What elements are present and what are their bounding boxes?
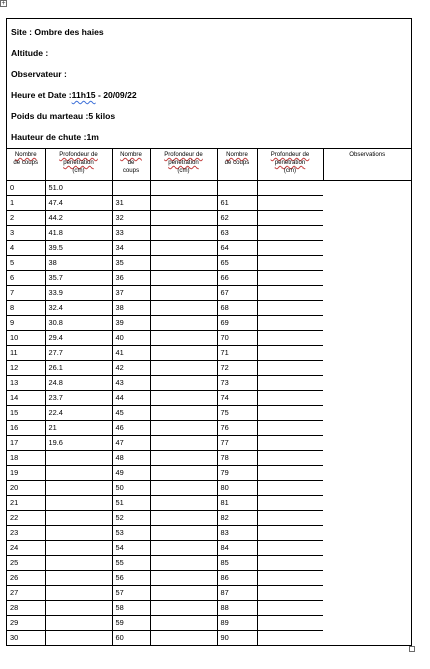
- table-cell[interactable]: [150, 436, 217, 451]
- table-cell[interactable]: [150, 346, 217, 361]
- table-row: [7, 271, 411, 286]
- table-cell[interactable]: [150, 466, 217, 481]
- table-resize-handle-icon[interactable]: [409, 646, 415, 652]
- table-row: [7, 196, 411, 211]
- table-cell[interactable]: 34: [112, 241, 150, 256]
- table-cell[interactable]: [45, 466, 112, 481]
- table-cell[interactable]: 80: [217, 481, 257, 496]
- table-cell[interactable]: [150, 556, 217, 571]
- table-cell[interactable]: 30.8: [45, 316, 112, 331]
- table-cell[interactable]: [257, 196, 323, 211]
- observateur-line[interactable]: Observateur :: [11, 69, 67, 79]
- table-cell[interactable]: [257, 541, 323, 556]
- table-cell[interactable]: 22.4: [45, 406, 112, 421]
- table-cell[interactable]: [150, 196, 217, 211]
- table-cell[interactable]: 71: [217, 346, 257, 361]
- table-cell[interactable]: [150, 586, 217, 601]
- table-cell[interactable]: 76: [217, 421, 257, 436]
- table-cell[interactable]: 10: [7, 331, 45, 346]
- table-cell[interactable]: 77: [217, 436, 257, 451]
- form-header: [7, 19, 411, 149]
- table-cell[interactable]: 74: [217, 391, 257, 406]
- table-cell[interactable]: 32.4: [45, 301, 112, 316]
- table-cell[interactable]: [45, 616, 112, 631]
- table-cell[interactable]: 70: [217, 331, 257, 346]
- table-row: [7, 436, 411, 451]
- table-cell[interactable]: [45, 586, 112, 601]
- table-row: [7, 211, 411, 226]
- table-cell[interactable]: 41: [112, 346, 150, 361]
- table-cell[interactable]: [257, 391, 323, 406]
- table-cell[interactable]: [150, 481, 217, 496]
- measurement-table: [7, 149, 411, 645]
- table-cell[interactable]: 24: [7, 541, 45, 556]
- table-cell[interactable]: [150, 256, 217, 271]
- table-cell[interactable]: [257, 256, 323, 271]
- table-cell[interactable]: 8: [7, 301, 45, 316]
- table-cell[interactable]: [150, 496, 217, 511]
- table-cell[interactable]: [257, 556, 323, 571]
- table-cell[interactable]: [45, 556, 112, 571]
- table-cell[interactable]: 81: [217, 496, 257, 511]
- table-row: [7, 556, 411, 571]
- table-cell[interactable]: 55: [112, 556, 150, 571]
- table-cell[interactable]: [112, 181, 150, 196]
- table-cell[interactable]: 12: [7, 361, 45, 376]
- table-cell[interactable]: [257, 301, 323, 316]
- table-cell[interactable]: 9: [7, 316, 45, 331]
- heure-date: - 20/09/22: [95, 90, 137, 100]
- table-cell[interactable]: [45, 601, 112, 616]
- table-cell[interactable]: 59: [112, 616, 150, 631]
- table-cell[interactable]: [257, 451, 323, 466]
- table-cell[interactable]: 56: [112, 571, 150, 586]
- table-row: [7, 451, 411, 466]
- table-cell[interactable]: [150, 241, 217, 256]
- table-cell[interactable]: 13: [7, 376, 45, 391]
- table-cell[interactable]: 25: [7, 556, 45, 571]
- table-cell[interactable]: [150, 511, 217, 526]
- table-cell[interactable]: 30: [7, 631, 45, 646]
- table-row: [7, 376, 411, 391]
- table-cell[interactable]: 84: [217, 541, 257, 556]
- table-cell[interactable]: [257, 316, 323, 331]
- table-cell[interactable]: 62: [217, 211, 257, 226]
- table-cell[interactable]: 23: [7, 526, 45, 541]
- table-cell[interactable]: 19.6: [45, 436, 112, 451]
- heure-date-line[interactable]: [11, 90, 137, 100]
- table-cell[interactable]: 39: [112, 316, 150, 331]
- table-cell[interactable]: [150, 451, 217, 466]
- table-cell[interactable]: 61: [217, 196, 257, 211]
- table-cell[interactable]: [257, 631, 323, 646]
- table-cell[interactable]: 43: [112, 376, 150, 391]
- table-cell[interactable]: [150, 286, 217, 301]
- table-cell[interactable]: [257, 286, 323, 301]
- table-row: [7, 631, 411, 646]
- table-cell[interactable]: [257, 241, 323, 256]
- table-cell[interactable]: [45, 541, 112, 556]
- table-cell[interactable]: [150, 181, 217, 196]
- table-cell[interactable]: 31: [112, 196, 150, 211]
- table-cell[interactable]: 11: [7, 346, 45, 361]
- table-cell[interactable]: 47: [112, 436, 150, 451]
- table-cell[interactable]: [150, 541, 217, 556]
- table-cell[interactable]: [150, 406, 217, 421]
- table-cell[interactable]: [45, 631, 112, 646]
- table-cell[interactable]: 36: [112, 271, 150, 286]
- table-cell[interactable]: 22: [7, 511, 45, 526]
- table-cell[interactable]: [150, 301, 217, 316]
- table-row: [7, 406, 411, 421]
- table-row: [7, 481, 411, 496]
- table-cell[interactable]: 26.1: [45, 361, 112, 376]
- table-cell[interactable]: [257, 346, 323, 361]
- table-cell[interactable]: [150, 631, 217, 646]
- table-cell[interactable]: 52: [112, 511, 150, 526]
- table-cell[interactable]: [257, 436, 323, 451]
- table-cell[interactable]: 51.0: [45, 181, 112, 196]
- table-cell[interactable]: 64: [217, 241, 257, 256]
- table-cell[interactable]: 32: [112, 211, 150, 226]
- table-cell[interactable]: 72: [217, 361, 257, 376]
- table-cell[interactable]: [45, 526, 112, 541]
- table-row: [7, 241, 411, 256]
- table-row: [7, 466, 411, 481]
- table-cell[interactable]: 0: [7, 181, 45, 196]
- table-cell[interactable]: 2: [7, 211, 45, 226]
- table-cell[interactable]: 21: [45, 421, 112, 436]
- table-row: [7, 541, 411, 556]
- table-row: [7, 511, 411, 526]
- table-cell[interactable]: [150, 211, 217, 226]
- altitude-line[interactable]: Altitude :: [11, 48, 49, 58]
- table-cell[interactable]: 27.7: [45, 346, 112, 361]
- table-row: [7, 421, 411, 436]
- col-nombre3-header[interactable]: Nombre de coups: [217, 149, 257, 181]
- table-cell[interactable]: [150, 601, 217, 616]
- table-row: [7, 331, 411, 346]
- table-cell[interactable]: 1: [7, 196, 45, 211]
- table-cell[interactable]: 46: [112, 421, 150, 436]
- table-cell[interactable]: [257, 271, 323, 286]
- table-cell[interactable]: 39.5: [45, 241, 112, 256]
- table-cell[interactable]: [150, 361, 217, 376]
- col-profondeur2-header[interactable]: Profondeur de pénétration (cm): [150, 149, 217, 181]
- table-cell[interactable]: 21: [7, 496, 45, 511]
- table-cell[interactable]: [257, 511, 323, 526]
- hauteur-line[interactable]: Hauteur de chute :1m: [11, 132, 99, 142]
- table-cell[interactable]: 42: [112, 361, 150, 376]
- table-row: [7, 586, 411, 601]
- table-cell[interactable]: [150, 616, 217, 631]
- table-cell[interactable]: 65: [217, 256, 257, 271]
- table-cell[interactable]: [150, 571, 217, 586]
- table-row: [7, 601, 411, 616]
- col-profondeur-header[interactable]: Profondeur de pénétration (cm): [45, 149, 112, 181]
- table-cell[interactable]: [150, 331, 217, 346]
- table-cell[interactable]: 38: [45, 256, 112, 271]
- table-cell[interactable]: 38: [112, 301, 150, 316]
- table-cell[interactable]: 88: [217, 601, 257, 616]
- table-cell[interactable]: 33.9: [45, 286, 112, 301]
- table-cell[interactable]: 24.8: [45, 376, 112, 391]
- table-cell[interactable]: [257, 571, 323, 586]
- col-profondeur3-header[interactable]: Profondeur de pénétration (cm): [257, 149, 323, 181]
- table-cell[interactable]: [257, 181, 323, 196]
- table-cell[interactable]: 73: [217, 376, 257, 391]
- table-cell[interactable]: [150, 376, 217, 391]
- table-move-handle-icon[interactable]: +: [1, 0, 6, 7]
- table-cell[interactable]: 44.2: [45, 211, 112, 226]
- table-cell[interactable]: 90: [217, 631, 257, 646]
- table-cell[interactable]: [45, 571, 112, 586]
- table-cell[interactable]: 54: [112, 541, 150, 556]
- penetration-test-form: [6, 18, 412, 646]
- table-cell[interactable]: [257, 421, 323, 436]
- table-cell[interactable]: 26: [7, 571, 45, 586]
- table-cell[interactable]: 53: [112, 526, 150, 541]
- table-row: [7, 361, 411, 376]
- table-cell[interactable]: [257, 226, 323, 241]
- table-cell[interactable]: 85: [217, 556, 257, 571]
- table-row: [7, 526, 411, 541]
- table-cell[interactable]: [45, 481, 112, 496]
- table-cell[interactable]: [257, 496, 323, 511]
- table-row: [7, 226, 411, 241]
- table-cell[interactable]: [257, 406, 323, 421]
- table-cell[interactable]: 29: [7, 616, 45, 631]
- table-cell[interactable]: 41.8: [45, 226, 112, 241]
- table-cell[interactable]: 82: [217, 511, 257, 526]
- table-cell[interactable]: 51: [112, 496, 150, 511]
- heure-time: 11h15: [71, 90, 96, 100]
- table-cell[interactable]: 50: [112, 481, 150, 496]
- table-cell[interactable]: 5: [7, 256, 45, 271]
- table-cell[interactable]: [150, 316, 217, 331]
- table-cell[interactable]: [257, 331, 323, 346]
- table-cell[interactable]: [45, 451, 112, 466]
- table-cell[interactable]: 44: [112, 391, 150, 406]
- table-cell[interactable]: 45: [112, 406, 150, 421]
- table-cell[interactable]: 19: [7, 466, 45, 481]
- table-cell[interactable]: 16: [7, 421, 45, 436]
- table-cell[interactable]: 7: [7, 286, 45, 301]
- col-observations-header[interactable]: Observations: [323, 149, 411, 181]
- table-cell[interactable]: [150, 526, 217, 541]
- table-row: [7, 286, 411, 301]
- table-cell[interactable]: 78: [217, 451, 257, 466]
- table-cell[interactable]: [257, 601, 323, 616]
- table-cell[interactable]: 86: [217, 571, 257, 586]
- col-nombre-header[interactable]: Nombre de coups: [7, 149, 45, 181]
- table-cell[interactable]: 14: [7, 391, 45, 406]
- table-cell[interactable]: 58: [112, 601, 150, 616]
- table-row: [7, 391, 411, 406]
- table-cell[interactable]: 29.4: [45, 331, 112, 346]
- table-cell[interactable]: 23.7: [45, 391, 112, 406]
- table-row: [7, 346, 411, 361]
- table-row: [7, 256, 411, 271]
- table-row: [7, 316, 411, 331]
- heure-label: Heure et Date :: [11, 90, 72, 100]
- table-cell[interactable]: [150, 271, 217, 286]
- table-cell[interactable]: 3: [7, 226, 45, 241]
- table-cell[interactable]: 60: [112, 631, 150, 646]
- table-cell[interactable]: 6: [7, 271, 45, 286]
- table-cell[interactable]: [150, 391, 217, 406]
- table-cell[interactable]: 89: [217, 616, 257, 631]
- table-row: [7, 571, 411, 586]
- col-nombre2-header[interactable]: Nombre de coups: [112, 149, 150, 181]
- table-row: [7, 181, 411, 196]
- table-cell[interactable]: [257, 481, 323, 496]
- table-row: [7, 616, 411, 631]
- table-cell[interactable]: [257, 211, 323, 226]
- table-cell[interactable]: 28: [7, 601, 45, 616]
- table-cell[interactable]: 33: [112, 226, 150, 241]
- table-cell[interactable]: 83: [217, 526, 257, 541]
- table-cell[interactable]: 15: [7, 406, 45, 421]
- table-cell[interactable]: 27: [7, 586, 45, 601]
- table-row: [7, 301, 411, 316]
- table-cell[interactable]: [257, 376, 323, 391]
- table-cell[interactable]: 17: [7, 436, 45, 451]
- table-cell[interactable]: [257, 361, 323, 376]
- table-cell[interactable]: 75: [217, 406, 257, 421]
- table-cell[interactable]: 87: [217, 586, 257, 601]
- table-cell[interactable]: 18: [7, 451, 45, 466]
- table-cell[interactable]: [257, 466, 323, 481]
- table-cell[interactable]: 66: [217, 271, 257, 286]
- table-cell[interactable]: [45, 496, 112, 511]
- table-cell[interactable]: [257, 586, 323, 601]
- table-cell[interactable]: 35: [112, 256, 150, 271]
- site-line[interactable]: Site : Ombre des haies: [11, 27, 104, 37]
- table-cell[interactable]: 68: [217, 301, 257, 316]
- table-cell[interactable]: 20: [7, 481, 45, 496]
- table-cell[interactable]: [150, 421, 217, 436]
- table-cell[interactable]: 79: [217, 466, 257, 481]
- poids-line[interactable]: Poids du marteau :5 kilos: [11, 111, 116, 121]
- table-cell[interactable]: 40: [112, 331, 150, 346]
- table-cell[interactable]: 69: [217, 316, 257, 331]
- table-cell[interactable]: [217, 181, 257, 196]
- table-cell[interactable]: [45, 511, 112, 526]
- table-cell[interactable]: 63: [217, 226, 257, 241]
- table-cell[interactable]: 35.7: [45, 271, 112, 286]
- table-cell[interactable]: 67: [217, 286, 257, 301]
- table-cell[interactable]: 37: [112, 286, 150, 301]
- table-cell[interactable]: 48: [112, 451, 150, 466]
- table-cell[interactable]: 4: [7, 241, 45, 256]
- table-row: [7, 496, 411, 511]
- table-cell[interactable]: [257, 526, 323, 541]
- table-header-row: [7, 149, 411, 181]
- table-cell[interactable]: 57: [112, 586, 150, 601]
- table-cell[interactable]: 49: [112, 466, 150, 481]
- table-cell[interactable]: [257, 616, 323, 631]
- table-cell[interactable]: [150, 226, 217, 241]
- table-body: [7, 181, 411, 646]
- table-cell[interactable]: 47.4: [45, 196, 112, 211]
